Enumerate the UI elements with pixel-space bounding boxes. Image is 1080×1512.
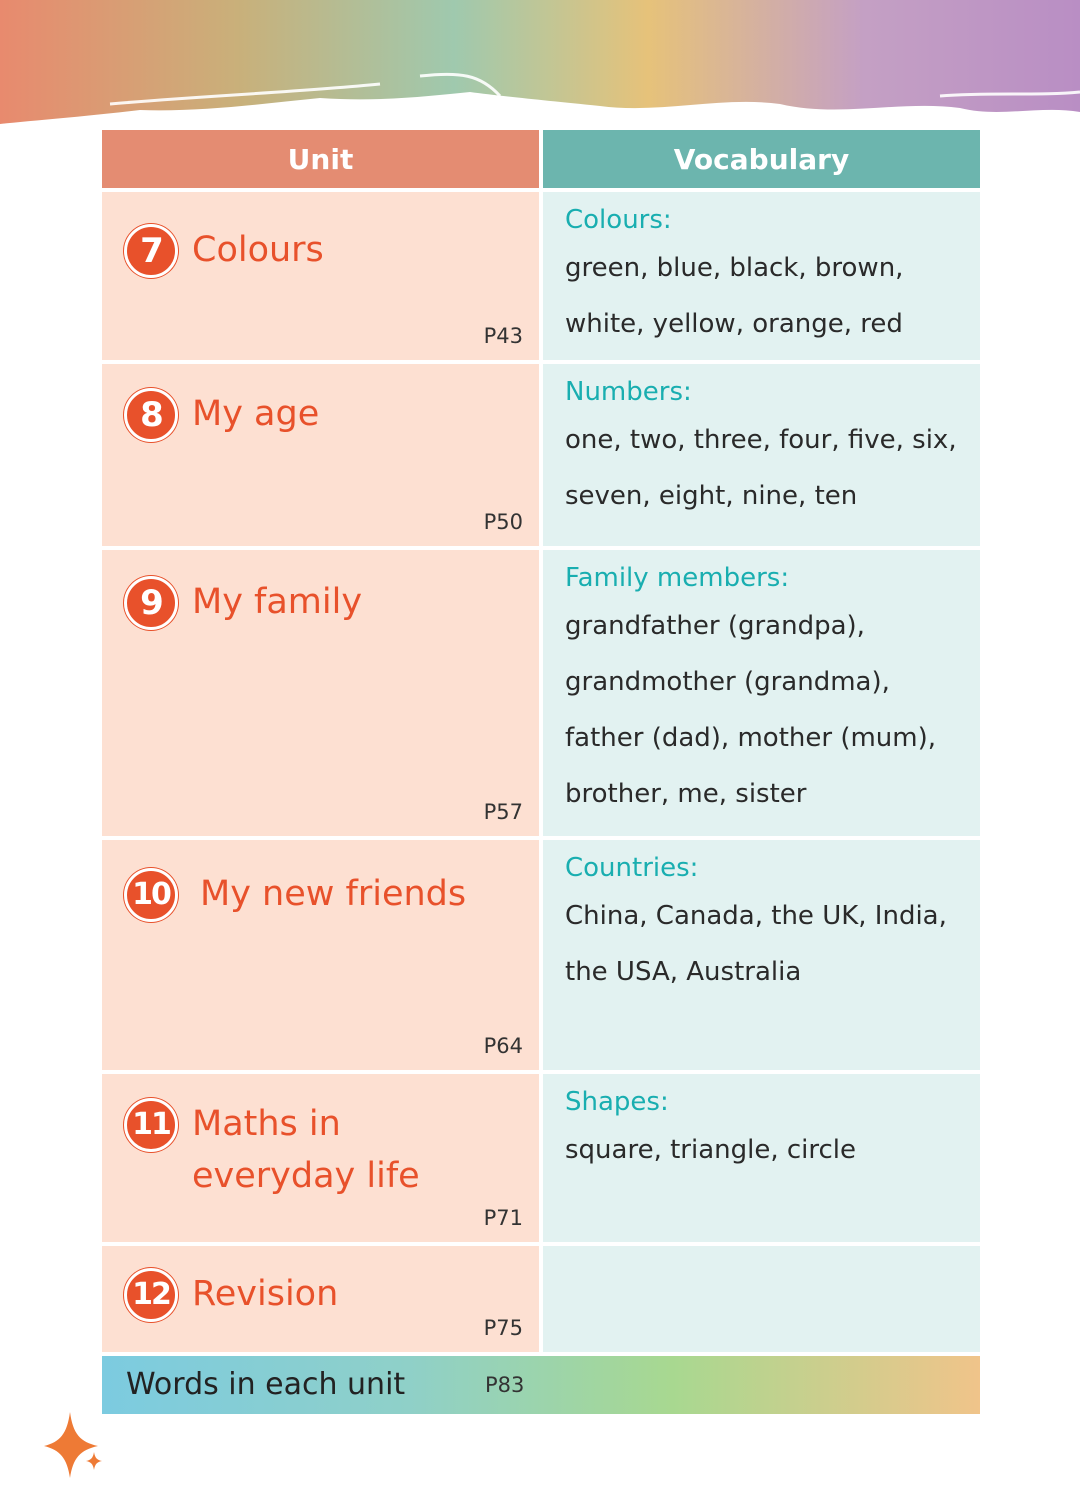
unit-title[interactable]: Maths in everyday life — [192, 1104, 420, 1196]
vocabulary-category: Countries: — [565, 853, 699, 883]
vocabulary-line: seven, eight, nine, ten — [565, 481, 858, 511]
vocabulary-cell — [543, 550, 980, 836]
unit-cell[interactable] — [102, 1074, 539, 1242]
vocabulary-line: grandmother (grandma), — [565, 667, 890, 697]
unit-title[interactable]: Colours — [192, 230, 324, 270]
unit-cell[interactable] — [102, 192, 539, 360]
unit-heading — [124, 388, 319, 442]
table-header — [102, 130, 980, 188]
vocabulary-line: China, Canada, the UK, India, — [565, 901, 947, 931]
vocabulary-category: Colours: — [565, 205, 672, 235]
unit-number-badge: 9 — [124, 576, 178, 630]
unit-number-badge: 12 — [124, 1268, 178, 1322]
page-number: P50 — [483, 510, 523, 534]
vocabulary-line: grandfather (grandpa), — [565, 611, 865, 641]
vocabulary-category: Shapes: — [565, 1087, 669, 1117]
vocabulary-line: brother, me, sister — [565, 779, 807, 809]
page-number: P57 — [483, 800, 523, 824]
vocabulary-column-header: Vocabulary — [543, 130, 980, 188]
page-number: P75 — [483, 1316, 523, 1340]
unit-title[interactable]: Revision — [192, 1274, 339, 1314]
vocabulary-category: Numbers: — [565, 377, 692, 407]
unit-column-header: Unit — [102, 130, 539, 188]
vocabulary-words — [565, 1122, 980, 1178]
table-row — [102, 550, 980, 836]
footer-title[interactable]: Words in each unit — [126, 1367, 406, 1402]
table-row — [102, 364, 980, 546]
vocabulary-category: Family members: — [565, 563, 790, 593]
page-number: P83 — [485, 1373, 525, 1397]
vocabulary-line: white, yellow, orange, red — [565, 309, 903, 339]
unit-number-badge: 8 — [124, 388, 178, 442]
unit-cell[interactable] — [102, 364, 539, 546]
vocabulary-words — [565, 888, 980, 1000]
unit-heading — [124, 1098, 502, 1202]
words-in-each-unit-row[interactable] — [102, 1356, 980, 1414]
vocabulary-line: father (dad), mother (mum), — [565, 723, 937, 753]
vocabulary-cell — [543, 364, 980, 546]
table-row — [102, 1074, 980, 1242]
vocabulary-line: square, triangle, circle — [565, 1135, 857, 1165]
vocabulary-words — [565, 598, 980, 822]
vocabulary-cell — [543, 840, 980, 1070]
unit-title[interactable]: My new friends — [200, 874, 467, 914]
unit-heading — [124, 868, 466, 922]
unit-number-badge: 11 — [124, 1098, 178, 1152]
unit-heading — [124, 1268, 338, 1322]
table-row — [102, 1246, 980, 1352]
vocabulary-line: one, two, three, four, five, six, — [565, 425, 957, 455]
page-number: P64 — [483, 1034, 523, 1058]
vocabulary-words — [565, 412, 980, 524]
table-row — [102, 840, 980, 1070]
vocabulary-words — [565, 240, 980, 352]
unit-heading — [124, 576, 362, 630]
vocabulary-line: the USA, Australia — [565, 957, 802, 987]
unit-heading — [124, 224, 324, 278]
brushstroke-banner — [0, 0, 1080, 130]
vocabulary-cell — [543, 1246, 980, 1352]
unit-number-badge: 10 — [124, 868, 178, 922]
contents-table — [102, 130, 980, 1352]
sparkle-icon — [40, 1408, 110, 1480]
page-number: P71 — [483, 1206, 523, 1230]
unit-cell[interactable] — [102, 550, 539, 836]
unit-title[interactable]: My age — [192, 394, 320, 434]
vocabulary-cell — [543, 1074, 980, 1242]
unit-number-badge: 7 — [124, 224, 178, 278]
page-number: P43 — [483, 324, 523, 348]
unit-title[interactable]: My family — [192, 582, 363, 622]
vocabulary-cell — [543, 192, 980, 360]
unit-cell[interactable] — [102, 1246, 539, 1352]
unit-cell[interactable] — [102, 840, 539, 1070]
table-row — [102, 192, 980, 360]
vocabulary-line: green, blue, black, brown, — [565, 253, 904, 283]
